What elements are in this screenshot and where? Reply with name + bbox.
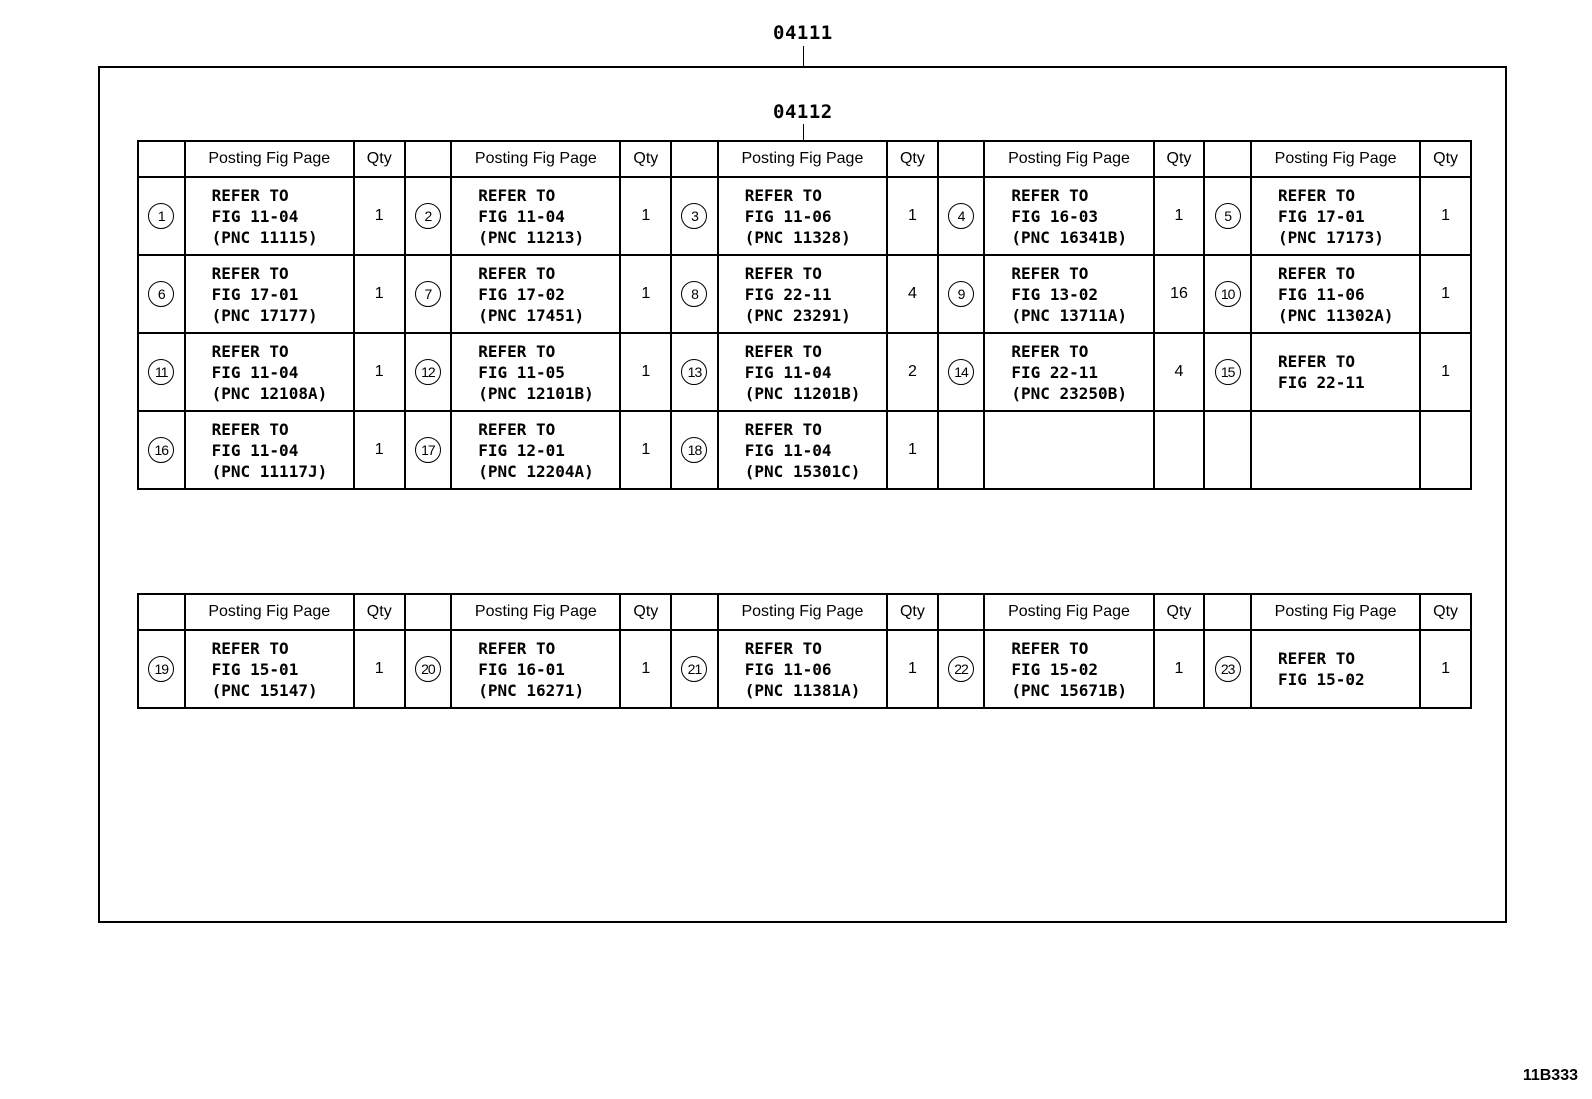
refer-to-text: REFER TO bbox=[478, 341, 556, 361]
pnc-number: (PNC 23291) bbox=[744, 305, 851, 325]
refer-to-text: REFER TO bbox=[744, 185, 822, 205]
ref-number-cell bbox=[138, 411, 185, 489]
ref-number-badge: 16 bbox=[148, 437, 174, 463]
refer-to-text: REFER TO bbox=[1277, 649, 1355, 668]
header-posting-fig-page: Posting Fig Page bbox=[185, 141, 354, 177]
ref-number-badge: 14 bbox=[948, 359, 974, 385]
qty-cell: 1 bbox=[620, 333, 671, 411]
ref-number-badge: 11 bbox=[148, 359, 174, 385]
assembly-label-04112: 04112 bbox=[773, 101, 833, 123]
pnc-number: (PNC 15301C) bbox=[744, 461, 861, 481]
ref-number-badge: 21 bbox=[681, 656, 707, 682]
fig-number: FIG 15-02 bbox=[1277, 670, 1365, 689]
pnc-number: (PNC 15147) bbox=[211, 680, 318, 700]
qty-cell: 1 bbox=[620, 630, 671, 708]
pnc-number: (PNC 12101B) bbox=[478, 383, 594, 403]
header-qty: Qty bbox=[354, 141, 405, 177]
fig-number: FIG 16-03 bbox=[1011, 206, 1099, 226]
fig-number: FIG 11-06 bbox=[744, 659, 832, 679]
ref-number-cell bbox=[671, 255, 718, 333]
fig-number: FIG 11-06 bbox=[1277, 284, 1365, 304]
fig-number: FIG 16-01 bbox=[478, 659, 565, 679]
posting-fig-cell bbox=[185, 630, 354, 708]
fig-number: FIG 22-11 bbox=[1011, 362, 1099, 382]
posting-fig-cell bbox=[718, 177, 887, 255]
qty-cell: 1 bbox=[1420, 630, 1471, 708]
ref-number-badge: 19 bbox=[148, 656, 174, 682]
qty-cell: 1 bbox=[1420, 177, 1471, 255]
parts-reference-table-2 bbox=[137, 593, 1472, 709]
ref-number-badge: 1 bbox=[148, 203, 174, 229]
qty-cell: 4 bbox=[1154, 333, 1205, 411]
refer-to-text: REFER TO bbox=[1277, 263, 1355, 283]
refer-to-text: REFER TO bbox=[744, 263, 822, 283]
qty-cell: 1 bbox=[1420, 255, 1471, 333]
header-posting-fig-page: Posting Fig Page bbox=[451, 141, 620, 177]
pnc-number: (PNC 15671B) bbox=[1011, 680, 1127, 700]
pnc-number: (PNC 12108A) bbox=[211, 383, 328, 403]
header-index-cell bbox=[671, 141, 718, 177]
pnc-number: (PNC 11328) bbox=[744, 227, 851, 247]
ref-number-cell bbox=[938, 411, 985, 489]
header-index-cell bbox=[671, 594, 718, 630]
pnc-number: (PNC 11302A) bbox=[1277, 305, 1394, 325]
qty-cell: 1 bbox=[620, 177, 671, 255]
ref-number-badge: 5 bbox=[1215, 203, 1241, 229]
header-qty: Qty bbox=[620, 594, 671, 630]
table-header-row bbox=[138, 141, 1471, 177]
refer-to-text: REFER TO bbox=[211, 341, 289, 361]
refer-to-text: REFER TO bbox=[1011, 638, 1089, 658]
ref-number-cell bbox=[405, 333, 452, 411]
pnc-number: (PNC 11117J) bbox=[211, 461, 328, 481]
ref-number-badge: 12 bbox=[415, 359, 441, 385]
qty-cell: 1 bbox=[354, 177, 405, 255]
header-index-cell bbox=[138, 141, 185, 177]
table-row bbox=[138, 411, 1471, 489]
qty-cell: 1 bbox=[1420, 333, 1471, 411]
header-qty: Qty bbox=[887, 141, 938, 177]
ref-number-cell bbox=[1204, 333, 1251, 411]
qty-cell: 1 bbox=[354, 411, 405, 489]
pnc-number: (PNC 16271) bbox=[478, 680, 585, 700]
parts-reference-table-1 bbox=[137, 140, 1472, 490]
header-posting-fig-page: Posting Fig Page bbox=[984, 141, 1153, 177]
header-index-cell bbox=[405, 141, 452, 177]
ref-number-badge: 9 bbox=[948, 281, 974, 307]
ref-number-cell bbox=[138, 630, 185, 708]
ref-number-cell bbox=[138, 177, 185, 255]
fig-number: FIG 11-05 bbox=[478, 362, 565, 382]
fig-number: FIG 22-11 bbox=[744, 284, 832, 304]
header-qty: Qty bbox=[1154, 594, 1205, 630]
qty-cell: 1 bbox=[887, 411, 938, 489]
ref-number-badge: 2 bbox=[415, 203, 441, 229]
header-index-cell bbox=[1204, 141, 1251, 177]
qty-cell: 16 bbox=[1154, 255, 1205, 333]
ref-number-badge: 20 bbox=[415, 656, 441, 682]
qty-cell: 2 bbox=[887, 333, 938, 411]
qty-cell: 4 bbox=[887, 255, 938, 333]
pnc-number: (PNC 17173) bbox=[1277, 227, 1384, 247]
ref-number-cell bbox=[1204, 177, 1251, 255]
ref-number-cell bbox=[1204, 630, 1251, 708]
ref-number-badge: 23 bbox=[1215, 656, 1241, 682]
refer-to-text: REFER TO bbox=[478, 263, 556, 283]
refer-to-text: REFER TO bbox=[744, 341, 822, 361]
ref-number-cell bbox=[138, 255, 185, 333]
fig-number: FIG 11-04 bbox=[211, 440, 299, 460]
fig-number: FIG 15-02 bbox=[1011, 659, 1099, 679]
header-posting-fig-page: Posting Fig Page bbox=[1251, 594, 1420, 630]
pnc-number: (PNC 17451) bbox=[478, 305, 585, 325]
fig-number: FIG 11-04 bbox=[211, 206, 299, 226]
ref-number-cell bbox=[938, 630, 985, 708]
posting-fig-cell bbox=[984, 333, 1153, 411]
header-posting-fig-page: Posting Fig Page bbox=[451, 594, 620, 630]
ref-number-badge: 15 bbox=[1215, 359, 1241, 385]
fig-number: FIG 12-01 bbox=[478, 440, 565, 460]
header-posting-fig-page: Posting Fig Page bbox=[1251, 141, 1420, 177]
posting-fig-cell bbox=[451, 333, 620, 411]
pnc-number: (PNC 12204A) bbox=[478, 461, 594, 481]
fig-number: FIG 11-06 bbox=[744, 206, 832, 226]
header-qty: Qty bbox=[1154, 141, 1205, 177]
ref-number-cell bbox=[938, 177, 985, 255]
qty-cell: 1 bbox=[620, 411, 671, 489]
qty-cell: 1 bbox=[887, 177, 938, 255]
header-index-cell bbox=[1204, 594, 1251, 630]
posting-fig-cell bbox=[718, 255, 887, 333]
header-qty: Qty bbox=[887, 594, 938, 630]
table-row bbox=[138, 255, 1471, 333]
pnc-number: (PNC 11201B) bbox=[744, 383, 861, 403]
ref-number-cell bbox=[138, 333, 185, 411]
ref-number-badge: 4 bbox=[948, 203, 974, 229]
posting-fig-cell bbox=[718, 333, 887, 411]
posting-fig-cell bbox=[984, 630, 1153, 708]
table-row bbox=[138, 177, 1471, 255]
pnc-number: (PNC 17177) bbox=[211, 305, 318, 325]
header-qty: Qty bbox=[1420, 141, 1471, 177]
qty-cell: 1 bbox=[354, 630, 405, 708]
header-index-cell bbox=[405, 594, 452, 630]
assembly-label-04111: 04111 bbox=[773, 22, 833, 44]
fig-number: FIG 17-01 bbox=[211, 284, 299, 304]
header-qty: Qty bbox=[1420, 594, 1471, 630]
ref-number-cell bbox=[671, 333, 718, 411]
header-qty: Qty bbox=[620, 141, 671, 177]
ref-number-cell bbox=[938, 255, 985, 333]
refer-to-text: REFER TO bbox=[478, 419, 556, 439]
posting-fig-cell bbox=[1251, 630, 1420, 708]
drawing-code: 11B333 bbox=[1522, 1067, 1578, 1084]
ref-number-cell bbox=[938, 333, 985, 411]
ref-number-badge: 10 bbox=[1215, 281, 1241, 307]
ref-number-cell bbox=[405, 630, 452, 708]
posting-fig-cell bbox=[451, 255, 620, 333]
qty-cell: 1 bbox=[354, 333, 405, 411]
ref-number-badge: 3 bbox=[681, 203, 707, 229]
fig-number: FIG 17-02 bbox=[478, 284, 565, 304]
posting-fig-cell bbox=[718, 411, 887, 489]
header-index-cell bbox=[138, 594, 185, 630]
refer-to-text: REFER TO bbox=[1011, 341, 1089, 361]
posting-fig-cell bbox=[984, 255, 1153, 333]
posting-fig-cell bbox=[984, 177, 1153, 255]
refer-to-text: REFER TO bbox=[478, 638, 556, 658]
posting-fig-cell bbox=[1251, 255, 1420, 333]
refer-to-text: REFER TO bbox=[211, 263, 289, 283]
refer-to-text: REFER TO bbox=[1011, 263, 1089, 283]
qty-cell: 1 bbox=[354, 255, 405, 333]
refer-to-text: REFER TO bbox=[1277, 185, 1355, 205]
table-header-row bbox=[138, 594, 1471, 630]
ref-number-cell bbox=[405, 255, 452, 333]
fig-number: FIG 11-04 bbox=[478, 206, 565, 226]
header-posting-fig-page: Posting Fig Page bbox=[185, 594, 354, 630]
header-qty: Qty bbox=[354, 594, 405, 630]
pnc-number: (PNC 11213) bbox=[478, 227, 585, 247]
qty-cell: 1 bbox=[887, 630, 938, 708]
header-posting-fig-page: Posting Fig Page bbox=[718, 141, 887, 177]
refer-to-text: REFER TO bbox=[744, 419, 822, 439]
ref-number-cell bbox=[405, 177, 452, 255]
ref-number-badge: 7 bbox=[415, 281, 441, 307]
pnc-number: (PNC 16341B) bbox=[1011, 227, 1127, 247]
pnc-number: (PNC 11381A) bbox=[744, 680, 861, 700]
pnc-number: (PNC 13711A) bbox=[1011, 305, 1127, 325]
posting-fig-cell bbox=[451, 177, 620, 255]
posting-fig-cell bbox=[1251, 333, 1420, 411]
header-posting-fig-page: Posting Fig Page bbox=[718, 594, 887, 630]
fig-number: FIG 17-01 bbox=[1277, 206, 1365, 226]
fig-number: FIG 11-04 bbox=[211, 362, 299, 382]
fig-number: FIG 15-01 bbox=[211, 659, 299, 679]
qty-cell bbox=[1154, 411, 1205, 489]
pnc-number: (PNC 11115) bbox=[211, 227, 318, 247]
refer-to-text: REFER TO bbox=[1277, 352, 1355, 371]
refer-to-text: REFER TO bbox=[478, 185, 556, 205]
table-row bbox=[138, 630, 1471, 708]
qty-cell: 1 bbox=[620, 255, 671, 333]
posting-fig-cell bbox=[451, 630, 620, 708]
posting-fig-cell bbox=[185, 411, 354, 489]
refer-to-text: REFER TO bbox=[211, 185, 289, 205]
posting-fig-cell bbox=[984, 411, 1153, 489]
refer-to-text: REFER TO bbox=[744, 638, 822, 658]
leader-line-04112 bbox=[803, 124, 804, 140]
posting-fig-cell bbox=[1251, 177, 1420, 255]
ref-number-badge: 22 bbox=[948, 656, 974, 682]
ref-number-badge: 17 bbox=[415, 437, 441, 463]
refer-to-text: REFER TO bbox=[211, 419, 289, 439]
pnc-number: (PNC 23250B) bbox=[1011, 383, 1127, 403]
header-posting-fig-page: Posting Fig Page bbox=[984, 594, 1153, 630]
ref-number-badge: 8 bbox=[681, 281, 707, 307]
ref-number-badge: 6 bbox=[148, 281, 174, 307]
posting-fig-cell bbox=[185, 255, 354, 333]
header-index-cell bbox=[938, 594, 985, 630]
refer-to-text: REFER TO bbox=[211, 638, 289, 658]
ref-number-badge: 13 bbox=[681, 359, 707, 385]
fig-number: FIG 13-02 bbox=[1011, 284, 1099, 304]
fig-number: FIG 22-11 bbox=[1277, 373, 1365, 392]
qty-cell: 1 bbox=[1154, 630, 1205, 708]
refer-to-text: REFER TO bbox=[1011, 185, 1089, 205]
posting-fig-cell bbox=[1251, 411, 1420, 489]
ref-number-cell bbox=[1204, 411, 1251, 489]
posting-fig-cell bbox=[185, 177, 354, 255]
header-index-cell bbox=[938, 141, 985, 177]
ref-number-cell bbox=[671, 411, 718, 489]
posting-fig-cell bbox=[718, 630, 887, 708]
qty-cell: 1 bbox=[1154, 177, 1205, 255]
qty-cell bbox=[1420, 411, 1471, 489]
fig-number: FIG 11-04 bbox=[744, 362, 832, 382]
posting-fig-cell bbox=[185, 333, 354, 411]
ref-number-cell bbox=[1204, 255, 1251, 333]
ref-number-cell bbox=[671, 630, 718, 708]
ref-number-cell bbox=[405, 411, 452, 489]
table-row bbox=[138, 333, 1471, 411]
fig-number: FIG 11-04 bbox=[744, 440, 832, 460]
ref-number-badge: 18 bbox=[681, 437, 707, 463]
posting-fig-cell bbox=[451, 411, 620, 489]
leader-line-04111 bbox=[803, 46, 804, 67]
ref-number-cell bbox=[671, 177, 718, 255]
